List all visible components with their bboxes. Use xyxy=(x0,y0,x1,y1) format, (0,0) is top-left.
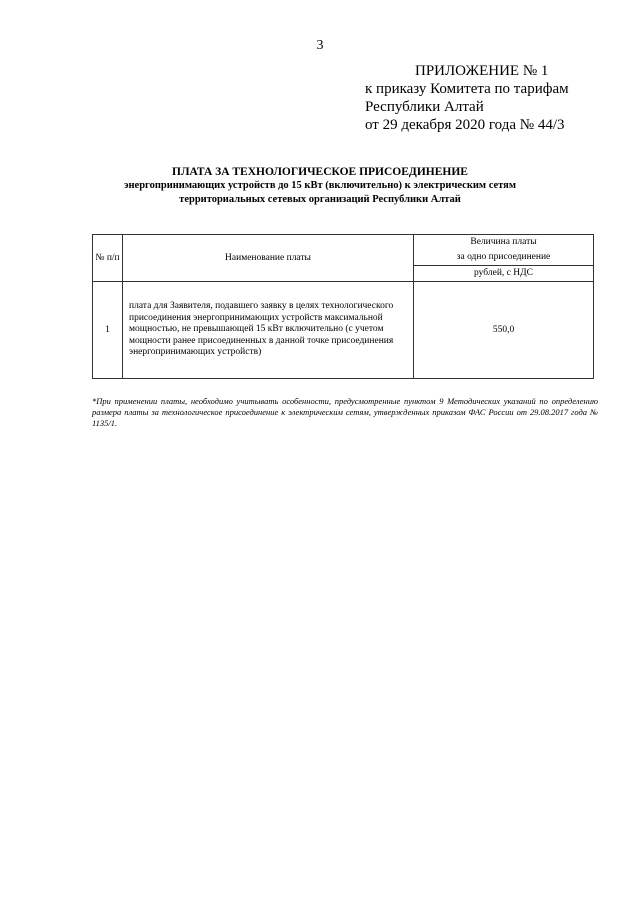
header-value-line1: Величина платы xyxy=(414,235,594,250)
header-value-line2: за одно присоединение xyxy=(414,250,594,265)
appendix-order-ref: к приказу Комитета по тарифам xyxy=(365,81,569,97)
header-value-unit: рублей, с НДС xyxy=(414,265,594,281)
page-number: 3 xyxy=(316,38,324,53)
fee-table xyxy=(92,234,594,379)
header-num: № п/п xyxy=(93,235,123,282)
appendix-region: Республики Алтай xyxy=(365,99,484,115)
footnote: *При применении платы, необходимо учитывать особенности, предусмотренные пунктом 9 Методических указаний по определению размера платы за технологическое присоединение к электрическим сетям, утвержденных приказом ФАС России от 29.08.2017 года № 1135/1. xyxy=(92,396,598,428)
row-value: 550,0 xyxy=(414,282,594,379)
title-main: ПЛАТА ЗА ТЕХНОЛОГИЧЕСКОЕ ПРИСОЕДИНЕНИЕ xyxy=(172,166,468,178)
title-subtitle-2: территориальных сетевых организаций Республики Алтай xyxy=(179,194,461,205)
header-name: Наименование платы xyxy=(123,235,414,282)
row-name: плата для Заявителя, подавшего заявку в целях технологического присоединения энергопринимающих устройств максимальной мощностью, не превышающей 15 кВт включительно (с учетом мощности ранее присоединенных в данной точке присоединения энергопринимающих устройств) xyxy=(123,282,414,379)
table-row xyxy=(93,282,594,379)
appendix-date: от 29 декабря 2020 года № 44/3 xyxy=(365,117,565,133)
table-header-row xyxy=(93,235,594,250)
document-title xyxy=(60,165,580,207)
title-subtitle-1: энергопринимающих устройств до 15 кВт (включительно) к электрическим сетям xyxy=(123,180,517,191)
row-num: 1 xyxy=(93,282,123,379)
appendix-title: ПРИЛОЖЕНИЕ № 1 xyxy=(415,63,549,79)
appendix-header xyxy=(365,62,635,134)
